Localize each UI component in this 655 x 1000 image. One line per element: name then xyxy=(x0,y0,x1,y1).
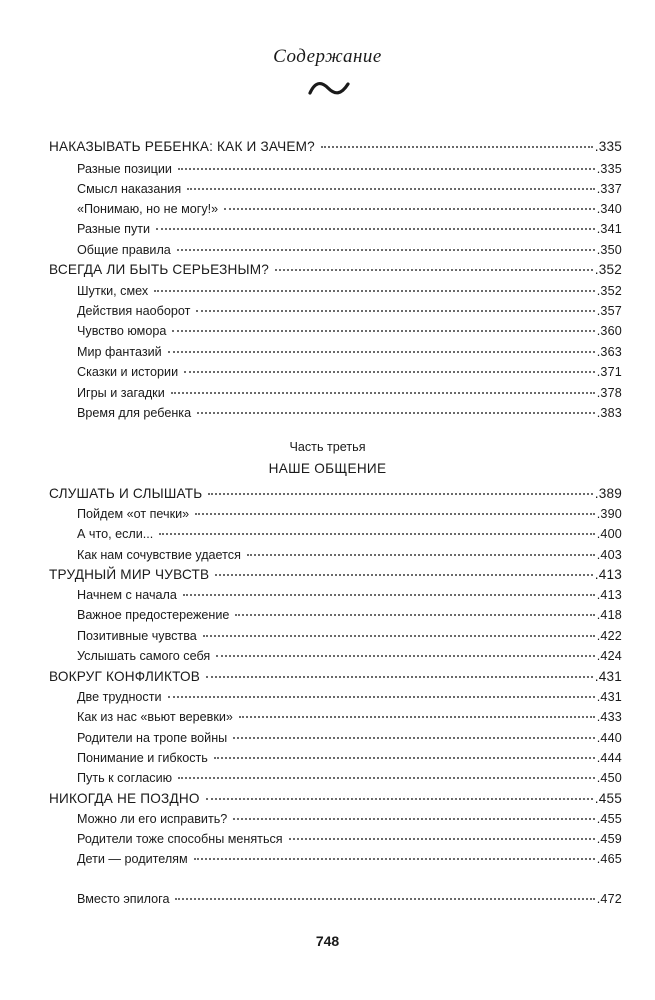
toc-section xyxy=(77,687,622,707)
toc-section xyxy=(77,199,622,219)
toc-entry-title: Понимание и гибкость xyxy=(77,751,208,765)
toc-page-number: .418 xyxy=(596,608,622,622)
toc-page-number: .335 xyxy=(596,162,622,176)
toc-entry-title: Мир фантазий xyxy=(77,345,162,359)
toc-section xyxy=(77,524,622,544)
toc-section xyxy=(77,545,622,565)
toc-section xyxy=(77,748,622,768)
toc-page-number: .403 xyxy=(596,548,622,562)
toc-page-number: .337 xyxy=(596,182,622,196)
toc-section xyxy=(77,849,622,869)
toc-section xyxy=(77,768,622,788)
toc-section xyxy=(77,342,622,362)
toc-entry-title: Как из нас «вьют веревки» xyxy=(77,710,233,724)
toc-entry-title: Начнем с начала xyxy=(77,588,177,602)
toc-entry-title: Общие правила xyxy=(77,243,171,257)
dot-leader xyxy=(195,513,595,515)
toc-entry-title: Чувство юмора xyxy=(77,324,167,338)
dot-leader xyxy=(239,716,595,718)
toc-chapter xyxy=(49,667,622,687)
toc-section xyxy=(77,728,622,748)
toc-page-number: .352 xyxy=(594,262,622,277)
toc-entry-title: СЛУШАТЬ И СЛЫШАТЬ xyxy=(49,486,203,501)
toc-section xyxy=(77,281,622,301)
toc-section xyxy=(77,403,622,423)
toc-page-number: .400 xyxy=(596,527,622,541)
dot-leader xyxy=(183,594,595,596)
toc-page-number: .357 xyxy=(596,304,622,318)
toc-entry-title: Родители на тропе войны xyxy=(77,731,228,745)
dot-leader xyxy=(275,269,593,271)
toc-chapter xyxy=(49,137,622,157)
toc-entry-title: Дети — родителям xyxy=(77,852,188,866)
dot-leader xyxy=(197,412,595,414)
toc-entry-title: Можно ли его исправить? xyxy=(77,812,228,826)
toc-entry-title: Родители тоже способны меняться xyxy=(77,832,283,846)
dot-leader xyxy=(171,392,595,394)
toc-entry-title: Сказки и истории xyxy=(77,365,179,379)
toc-page-number: .413 xyxy=(596,588,622,602)
toc-entry-title: Разные позиции xyxy=(77,162,172,176)
toc-page-number: .424 xyxy=(596,649,622,663)
toc-entry-title: «Понимаю, но не могу!» xyxy=(77,202,219,216)
toc-chapter xyxy=(49,260,622,280)
dot-leader xyxy=(168,696,595,698)
dot-leader xyxy=(233,818,594,820)
dot-leader xyxy=(321,146,593,148)
toc-section xyxy=(77,219,622,239)
toc-page-number: .433 xyxy=(596,710,622,724)
toc-chapter xyxy=(49,789,622,809)
dot-leader xyxy=(208,493,592,495)
toc-chapter xyxy=(49,565,622,585)
toc-entry-title: Позитивные чувства xyxy=(77,629,197,643)
dot-leader xyxy=(159,533,594,535)
toc-page-number: .352 xyxy=(596,284,622,298)
toc-section xyxy=(77,605,622,625)
dot-leader xyxy=(214,757,595,759)
toc-entry-title: Важное предостережение xyxy=(77,608,230,622)
toc-section xyxy=(77,321,622,341)
toc-section xyxy=(77,383,622,403)
dot-leader xyxy=(216,655,594,657)
toc-entry-title: ТРУДНЫЙ МИР ЧУВСТВ xyxy=(49,567,210,582)
toc-page-number: .450 xyxy=(596,771,622,785)
toc-entry-title: НИКОГДА НЕ ПОЗДНО xyxy=(49,791,200,806)
toc-section xyxy=(77,889,622,909)
toc-section xyxy=(77,301,622,321)
toc-section xyxy=(77,362,622,382)
dot-leader xyxy=(196,310,594,312)
toc-page-number: .440 xyxy=(596,731,622,745)
toc-section xyxy=(77,829,622,849)
toc-page-number: .340 xyxy=(596,202,622,216)
toc-page-number: .350 xyxy=(596,243,622,257)
dot-leader xyxy=(172,330,594,332)
toc-page-number: .389 xyxy=(594,486,622,501)
toc-entry-title: ВСЕГДА ЛИ БЫТЬ СЕРЬЕЗНЫМ? xyxy=(49,262,270,277)
part-label: Часть третья xyxy=(289,440,366,454)
toc-entry-title: ВОКРУГ КОНФЛИКТОВ xyxy=(49,669,201,684)
dot-leader xyxy=(175,898,594,900)
dot-leader xyxy=(206,798,593,800)
dot-leader xyxy=(184,371,595,373)
dot-leader xyxy=(235,614,594,616)
toc-page-number: .431 xyxy=(594,669,622,684)
dot-leader xyxy=(178,777,595,779)
dot-leader xyxy=(203,635,595,637)
toc-section xyxy=(77,585,622,605)
toc-page-number: .413 xyxy=(594,567,622,582)
toc-entry-title: Игры и загадки xyxy=(77,386,165,400)
dot-leader xyxy=(289,838,595,840)
toc-section xyxy=(77,159,622,179)
toc-page-number: .378 xyxy=(596,386,622,400)
toc-entry-title: Вместо эпилога xyxy=(77,892,170,906)
toc-section xyxy=(77,504,622,524)
toc-entry-title: Путь к согласию xyxy=(77,771,173,785)
toc-section xyxy=(77,179,622,199)
dot-leader xyxy=(233,737,594,739)
toc-page-number: .465 xyxy=(596,852,622,866)
dot-leader xyxy=(178,168,595,170)
toc-entry-title: А что, если... xyxy=(77,527,154,541)
toc-chapter xyxy=(49,484,622,504)
toc-page-number: .363 xyxy=(596,345,622,359)
toc-page-number: .472 xyxy=(596,892,622,906)
toc-page-number: .455 xyxy=(596,812,622,826)
toc-page-number: .335 xyxy=(594,139,622,154)
toc-entry-title: Время для ребенка xyxy=(77,406,192,420)
toc-entry-title: Как нам сочувствие удается xyxy=(77,548,241,562)
dot-leader xyxy=(194,858,595,860)
toc-page-number: .390 xyxy=(596,507,622,521)
toc-page-number: .459 xyxy=(596,832,622,846)
toc-entry-title: Пойдем «от печки» xyxy=(77,507,190,521)
toc-entry-title: Шутки, смех xyxy=(77,284,149,298)
dot-leader xyxy=(168,351,595,353)
dot-leader xyxy=(247,554,595,556)
dot-leader xyxy=(224,208,595,210)
part-title: НАШЕ ОБЩЕНИЕ xyxy=(268,461,387,476)
toc-section xyxy=(77,707,622,727)
toc-entry-title: Смысл наказания xyxy=(77,182,182,196)
toc-entry-title: Действия наоборот xyxy=(77,304,191,318)
toc-page-number: .444 xyxy=(596,751,622,765)
toc-entry-title: Разные пути xyxy=(77,222,151,236)
toc-page-number: .431 xyxy=(596,690,622,704)
toc-section xyxy=(77,809,622,829)
toc-page-number: .371 xyxy=(596,365,622,379)
page-number: 748 xyxy=(315,933,340,949)
toc-page-number: .341 xyxy=(596,222,622,236)
page-title: Содержание xyxy=(273,46,382,67)
toc-entry-title: Услышать самого себя xyxy=(77,649,211,663)
dot-leader xyxy=(156,228,595,230)
dot-leader xyxy=(177,249,595,251)
toc-page-number: .422 xyxy=(596,629,622,643)
dot-leader xyxy=(215,574,592,576)
toc-page-number: .360 xyxy=(596,324,622,338)
dot-leader xyxy=(187,188,595,190)
toc-entry-title: Две трудности xyxy=(77,690,162,704)
toc-section xyxy=(77,626,622,646)
toc-page-number: .383 xyxy=(596,406,622,420)
toc-section xyxy=(77,646,622,666)
dot-leader xyxy=(154,290,595,292)
dot-leader xyxy=(206,676,593,678)
toc-section xyxy=(77,240,622,260)
toc-entry-title: НАКАЗЫВАТЬ РЕБЕНКА: КАК И ЗАЧЕМ? xyxy=(49,139,315,154)
toc-page-number: .455 xyxy=(594,791,622,806)
